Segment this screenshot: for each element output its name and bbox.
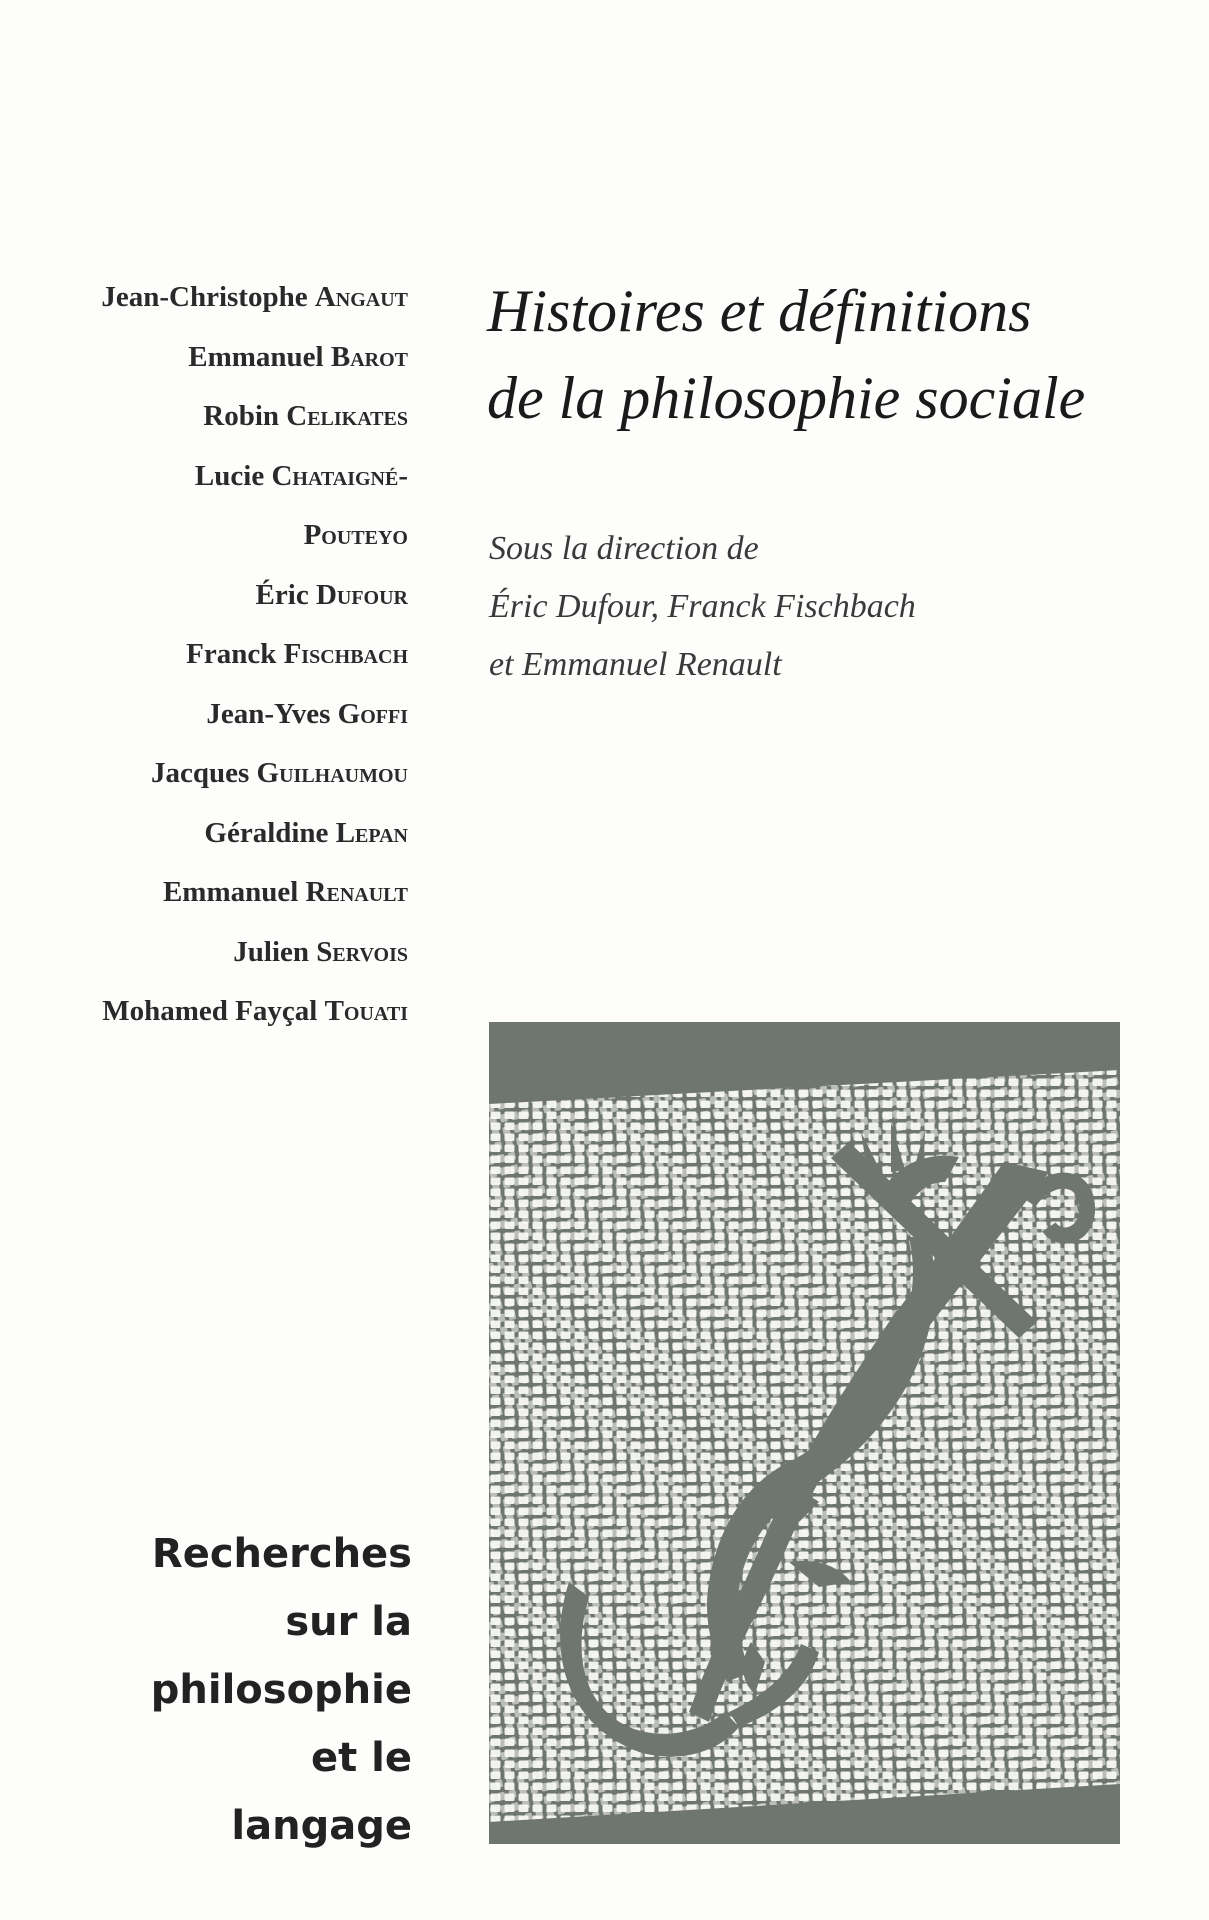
editors-credit-line: Éric Dufour, Franck Fischbach: [489, 588, 916, 625]
contributor: Robin Celikates: [203, 400, 408, 432]
book-title-line: de la philosophie sociale: [487, 365, 1086, 431]
contributors-list: [40, 268, 408, 1042]
series-name-line: langage: [231, 1803, 412, 1849]
book-title: [487, 268, 1187, 442]
contributor: Julien Servois: [233, 935, 408, 968]
contributor: Jean-Yves Goffi: [206, 697, 408, 730]
contributor: Éric Dufour: [255, 578, 408, 611]
book-title-line: Histoires et définitions: [487, 278, 1032, 344]
contributor: Lucie Chataigné-: [194, 459, 408, 492]
editors-credit: [489, 520, 1189, 694]
series-name-line: sur la: [285, 1599, 412, 1645]
series-name-line: Recherches: [151, 1531, 412, 1577]
contributor: Géraldine Lepan: [204, 816, 408, 849]
series-name-line: philosophie: [150, 1667, 412, 1713]
contributor: Emmanuel Renault: [162, 876, 408, 908]
contributor: Franck Fischbach: [186, 638, 408, 670]
editors-credit-line: Sous la direction de: [489, 530, 759, 567]
contributor: Pouteyo: [303, 519, 408, 551]
contributor: Mohamed Fayçal Touati: [102, 995, 408, 1027]
mosaic-anchor-dolphin-illustration: [489, 1022, 1120, 1844]
contributor: Jacques Guilhaumou: [151, 757, 408, 789]
contributor: Emmanuel Barot: [188, 340, 408, 373]
series-name: [60, 1520, 412, 1860]
contributor: Jean-Christophe Angaut: [101, 281, 408, 313]
editors-credit-line: et Emmanuel Renault: [489, 646, 782, 683]
series-name-line: et le: [310, 1735, 412, 1781]
